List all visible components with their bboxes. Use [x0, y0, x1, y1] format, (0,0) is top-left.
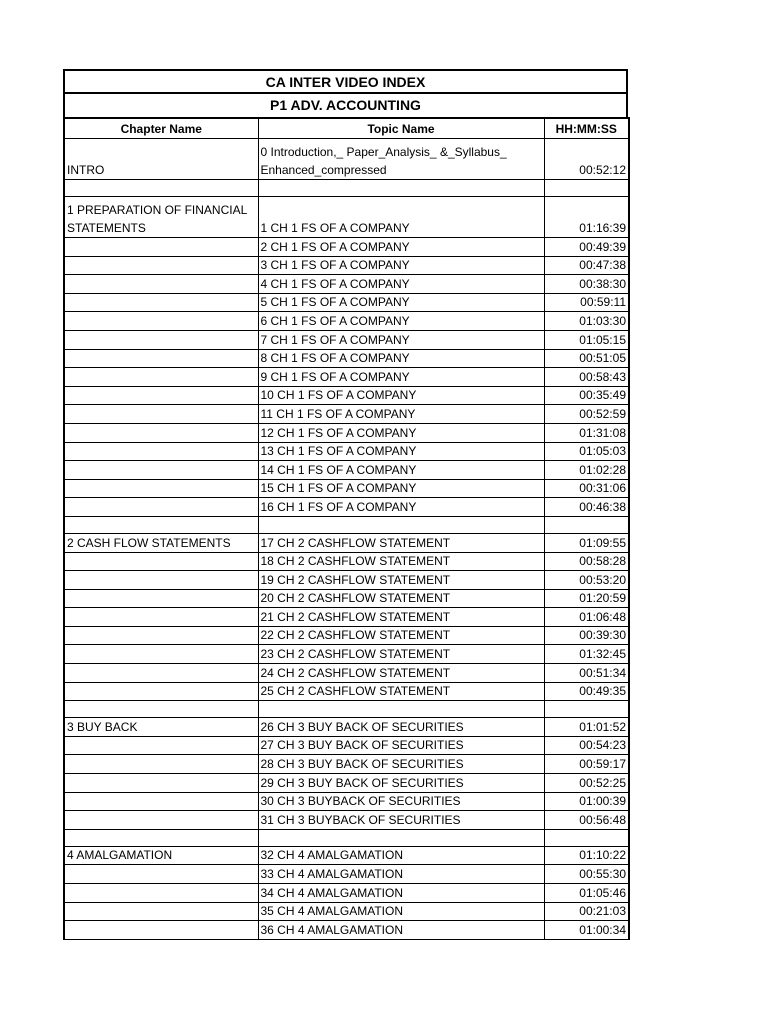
duration-cell: 00:21:03 — [544, 902, 629, 921]
table-row — [64, 865, 629, 884]
topic-name-cell: 30 CH 3 BUYBACK OF SECURITIES — [258, 792, 544, 811]
duration-cell: 00:47:38 — [544, 256, 629, 275]
table-row — [64, 533, 629, 552]
chapter-name-cell — [64, 552, 258, 571]
topic-name-cell: 32 CH 4 AMALGAMATION — [258, 846, 544, 865]
chapter-name-cell — [64, 238, 258, 257]
duration-cell — [544, 829, 629, 846]
topic-name-cell: 26 CH 3 BUY BACK OF SECURITIES — [258, 718, 544, 737]
table-row — [64, 349, 629, 368]
topic-name-cell: 25 CH 2 CASHFLOW STATEMENT — [258, 682, 544, 701]
topic-name-cell: 22 CH 2 CASHFLOW STATEMENT — [258, 626, 544, 645]
table-row — [64, 330, 629, 349]
duration-cell: 00:35:49 — [544, 386, 629, 405]
table-row — [64, 498, 629, 517]
chapter-name-cell — [64, 405, 258, 424]
duration-cell: 00:38:30 — [544, 275, 629, 294]
topic-name-cell: 35 CH 4 AMALGAMATION — [258, 902, 544, 921]
chapter-name-cell — [64, 461, 258, 480]
topic-name-cell: 2 CH 1 FS OF A COMPANY — [258, 238, 544, 257]
table-row — [64, 608, 629, 627]
duration-cell: 01:00:34 — [544, 921, 629, 940]
topic-name-cell: 17 CH 2 CASHFLOW STATEMENT — [258, 533, 544, 552]
table-row — [64, 238, 629, 257]
chapter-name-cell: 2 CASH FLOW STATEMENTS — [64, 533, 258, 552]
duration-cell: 00:56:48 — [544, 811, 629, 830]
table-row — [64, 921, 629, 940]
chapter-name-cell: INTRO — [64, 139, 258, 180]
duration-cell: 01:05:46 — [544, 884, 629, 903]
table-row — [64, 312, 629, 331]
topic-name-cell — [258, 180, 544, 197]
topic-name-cell — [258, 516, 544, 533]
table-body — [64, 139, 629, 940]
topic-name-cell: 20 CH 2 CASHFLOW STATEMENT — [258, 589, 544, 608]
duration-cell: 00:55:30 — [544, 865, 629, 884]
topic-name-cell: 33 CH 4 AMALGAMATION — [258, 865, 544, 884]
table-row — [64, 571, 629, 590]
duration-cell: 00:59:11 — [544, 293, 629, 312]
table-row — [64, 461, 629, 480]
topic-name-cell: 11 CH 1 FS OF A COMPANY — [258, 405, 544, 424]
topic-name-cell: 9 CH 1 FS OF A COMPANY — [258, 368, 544, 387]
topic-name-cell: 10 CH 1 FS OF A COMPANY — [258, 386, 544, 405]
topic-name-cell: 7 CH 1 FS OF A COMPANY — [258, 330, 544, 349]
topic-name-cell: 6 CH 1 FS OF A COMPANY — [258, 312, 544, 331]
table-row — [64, 275, 629, 294]
topic-name-cell: 27 CH 3 BUY BACK OF SECURITIES — [258, 736, 544, 755]
table-row — [64, 811, 629, 830]
chapter-name-cell — [64, 256, 258, 275]
duration-cell — [544, 516, 629, 533]
duration-column-header: HH:MM:SS — [544, 118, 629, 139]
duration-cell: 00:52:59 — [544, 405, 629, 424]
table-row — [64, 645, 629, 664]
video-index-table — [63, 117, 630, 940]
table-row — [64, 682, 629, 701]
chapter-name-cell — [64, 349, 258, 368]
blank-separator-row — [64, 180, 629, 197]
table-row — [64, 755, 629, 774]
chapter-name-cell — [64, 865, 258, 884]
chapter-name-cell — [64, 829, 258, 846]
duration-cell: 00:53:20 — [544, 571, 629, 590]
chapter-name-cell — [64, 180, 258, 197]
table-row — [64, 552, 629, 571]
chapter-name-cell — [64, 571, 258, 590]
topic-name-cell: 24 CH 2 CASHFLOW STATEMENT — [258, 664, 544, 683]
topic-column-header: Topic Name — [258, 118, 544, 139]
topic-name-cell: 36 CH 4 AMALGAMATION — [258, 921, 544, 940]
chapter-name-cell — [64, 368, 258, 387]
blank-separator-row — [64, 701, 629, 718]
chapter-name-cell — [64, 312, 258, 331]
topic-name-cell — [258, 829, 544, 846]
chapter-name-cell — [64, 442, 258, 461]
chapter-name-cell — [64, 884, 258, 903]
chapter-name-cell — [64, 589, 258, 608]
chapter-name-cell — [64, 921, 258, 940]
table-row — [64, 792, 629, 811]
index-title: CA INTER VIDEO INDEX — [63, 69, 628, 92]
chapter-name-cell — [64, 774, 258, 793]
duration-cell: 01:05:03 — [544, 442, 629, 461]
table-row — [64, 442, 629, 461]
chapter-name-cell — [64, 423, 258, 442]
table-row — [64, 736, 629, 755]
table-row — [64, 256, 629, 275]
duration-cell: 01:31:08 — [544, 423, 629, 442]
duration-cell: 01:02:28 — [544, 461, 629, 480]
topic-name-cell: 34 CH 4 AMALGAMATION — [258, 884, 544, 903]
chapter-name-cell — [64, 386, 258, 405]
topic-name-cell: 16 CH 1 FS OF A COMPANY — [258, 498, 544, 517]
duration-cell: 01:05:15 — [544, 330, 629, 349]
duration-cell: 00:51:05 — [544, 349, 629, 368]
chapter-name-cell — [64, 701, 258, 718]
chapter-name-cell — [64, 516, 258, 533]
chapter-name-cell: 3 BUY BACK — [64, 718, 258, 737]
chapter-name-cell — [64, 902, 258, 921]
chapter-name-cell — [64, 645, 258, 664]
duration-cell — [544, 701, 629, 718]
topic-name-cell: 5 CH 1 FS OF A COMPANY — [258, 293, 544, 312]
duration-cell: 01:10:22 — [544, 846, 629, 865]
duration-cell: 01:03:30 — [544, 312, 629, 331]
chapter-name-cell — [64, 736, 258, 755]
duration-cell: 00:54:23 — [544, 736, 629, 755]
table-row — [64, 197, 629, 238]
duration-cell: 00:58:43 — [544, 368, 629, 387]
topic-name-cell: 29 CH 3 BUY BACK OF SECURITIES — [258, 774, 544, 793]
blank-separator-row — [64, 516, 629, 533]
table-row — [64, 386, 629, 405]
table-row — [64, 626, 629, 645]
topic-name-cell: 23 CH 2 CASHFLOW STATEMENT — [258, 645, 544, 664]
topic-name-cell: 21 CH 2 CASHFLOW STATEMENT — [258, 608, 544, 627]
duration-cell: 00:52:25 — [544, 774, 629, 793]
chapter-name-cell — [64, 755, 258, 774]
topic-name-cell: 8 CH 1 FS OF A COMPANY — [258, 349, 544, 368]
video-index-sheet — [63, 69, 628, 940]
table-row — [64, 884, 629, 903]
topic-name-cell: 14 CH 1 FS OF A COMPANY — [258, 461, 544, 480]
chapter-name-cell — [64, 293, 258, 312]
chapter-name-cell: 1 PREPARATION OF FINANCIAL STATEMENTS — [64, 197, 258, 238]
table-row — [64, 902, 629, 921]
chapter-name-cell — [64, 664, 258, 683]
chapter-name-cell — [64, 626, 258, 645]
table-header-row — [64, 118, 629, 139]
duration-cell: 00:52:12 — [544, 139, 629, 180]
duration-cell: 01:01:52 — [544, 718, 629, 737]
chapter-name-cell — [64, 811, 258, 830]
chapter-name-cell — [64, 608, 258, 627]
duration-cell: 00:46:38 — [544, 498, 629, 517]
table-row — [64, 664, 629, 683]
chapter-name-cell — [64, 330, 258, 349]
duration-cell: 01:16:39 — [544, 197, 629, 238]
table-row — [64, 368, 629, 387]
topic-name-cell — [258, 701, 544, 718]
duration-cell: 00:49:35 — [544, 682, 629, 701]
table-row — [64, 423, 629, 442]
topic-name-cell: 4 CH 1 FS OF A COMPANY — [258, 275, 544, 294]
blank-separator-row — [64, 829, 629, 846]
duration-cell: 00:49:39 — [544, 238, 629, 257]
table-row — [64, 718, 629, 737]
chapter-name-cell — [64, 275, 258, 294]
table-row — [64, 293, 629, 312]
duration-cell: 00:59:17 — [544, 755, 629, 774]
chapter-name-cell — [64, 498, 258, 517]
duration-cell: 01:32:45 — [544, 645, 629, 664]
topic-name-cell: 31 CH 3 BUYBACK OF SECURITIES — [258, 811, 544, 830]
duration-cell: 01:00:39 — [544, 792, 629, 811]
duration-cell: 00:39:30 — [544, 626, 629, 645]
topic-name-cell: 0 Introduction,_ Paper_Analysis_ &_Syllabus_ Enhanced_compressed — [258, 139, 544, 180]
topic-name-cell: 3 CH 1 FS OF A COMPANY — [258, 256, 544, 275]
table-row — [64, 139, 629, 180]
paper-subtitle: P1 ADV. ACCOUNTING — [63, 92, 628, 117]
table-row — [64, 589, 629, 608]
topic-name-cell: 13 CH 1 FS OF A COMPANY — [258, 442, 544, 461]
table-row — [64, 479, 629, 498]
topic-name-cell: 18 CH 2 CASHFLOW STATEMENT — [258, 552, 544, 571]
duration-cell: 01:09:55 — [544, 533, 629, 552]
table-row — [64, 774, 629, 793]
topic-name-cell: 19 CH 2 CASHFLOW STATEMENT — [258, 571, 544, 590]
topic-name-cell: 28 CH 3 BUY BACK OF SECURITIES — [258, 755, 544, 774]
duration-cell: 01:06:48 — [544, 608, 629, 627]
duration-cell: 01:20:59 — [544, 589, 629, 608]
table-row — [64, 846, 629, 865]
topic-name-cell: 12 CH 1 FS OF A COMPANY — [258, 423, 544, 442]
chapter-column-header: Chapter Name — [64, 118, 258, 139]
duration-cell: 00:31:06 — [544, 479, 629, 498]
chapter-name-cell — [64, 682, 258, 701]
duration-cell: 00:51:34 — [544, 664, 629, 683]
chapter-name-cell: 4 AMALGAMATION — [64, 846, 258, 865]
duration-cell: 00:58:28 — [544, 552, 629, 571]
topic-name-cell: 15 CH 1 FS OF A COMPANY — [258, 479, 544, 498]
chapter-name-cell — [64, 792, 258, 811]
duration-cell — [544, 180, 629, 197]
chapter-name-cell — [64, 479, 258, 498]
topic-name-cell: 1 CH 1 FS OF A COMPANY — [258, 197, 544, 238]
table-row — [64, 405, 629, 424]
